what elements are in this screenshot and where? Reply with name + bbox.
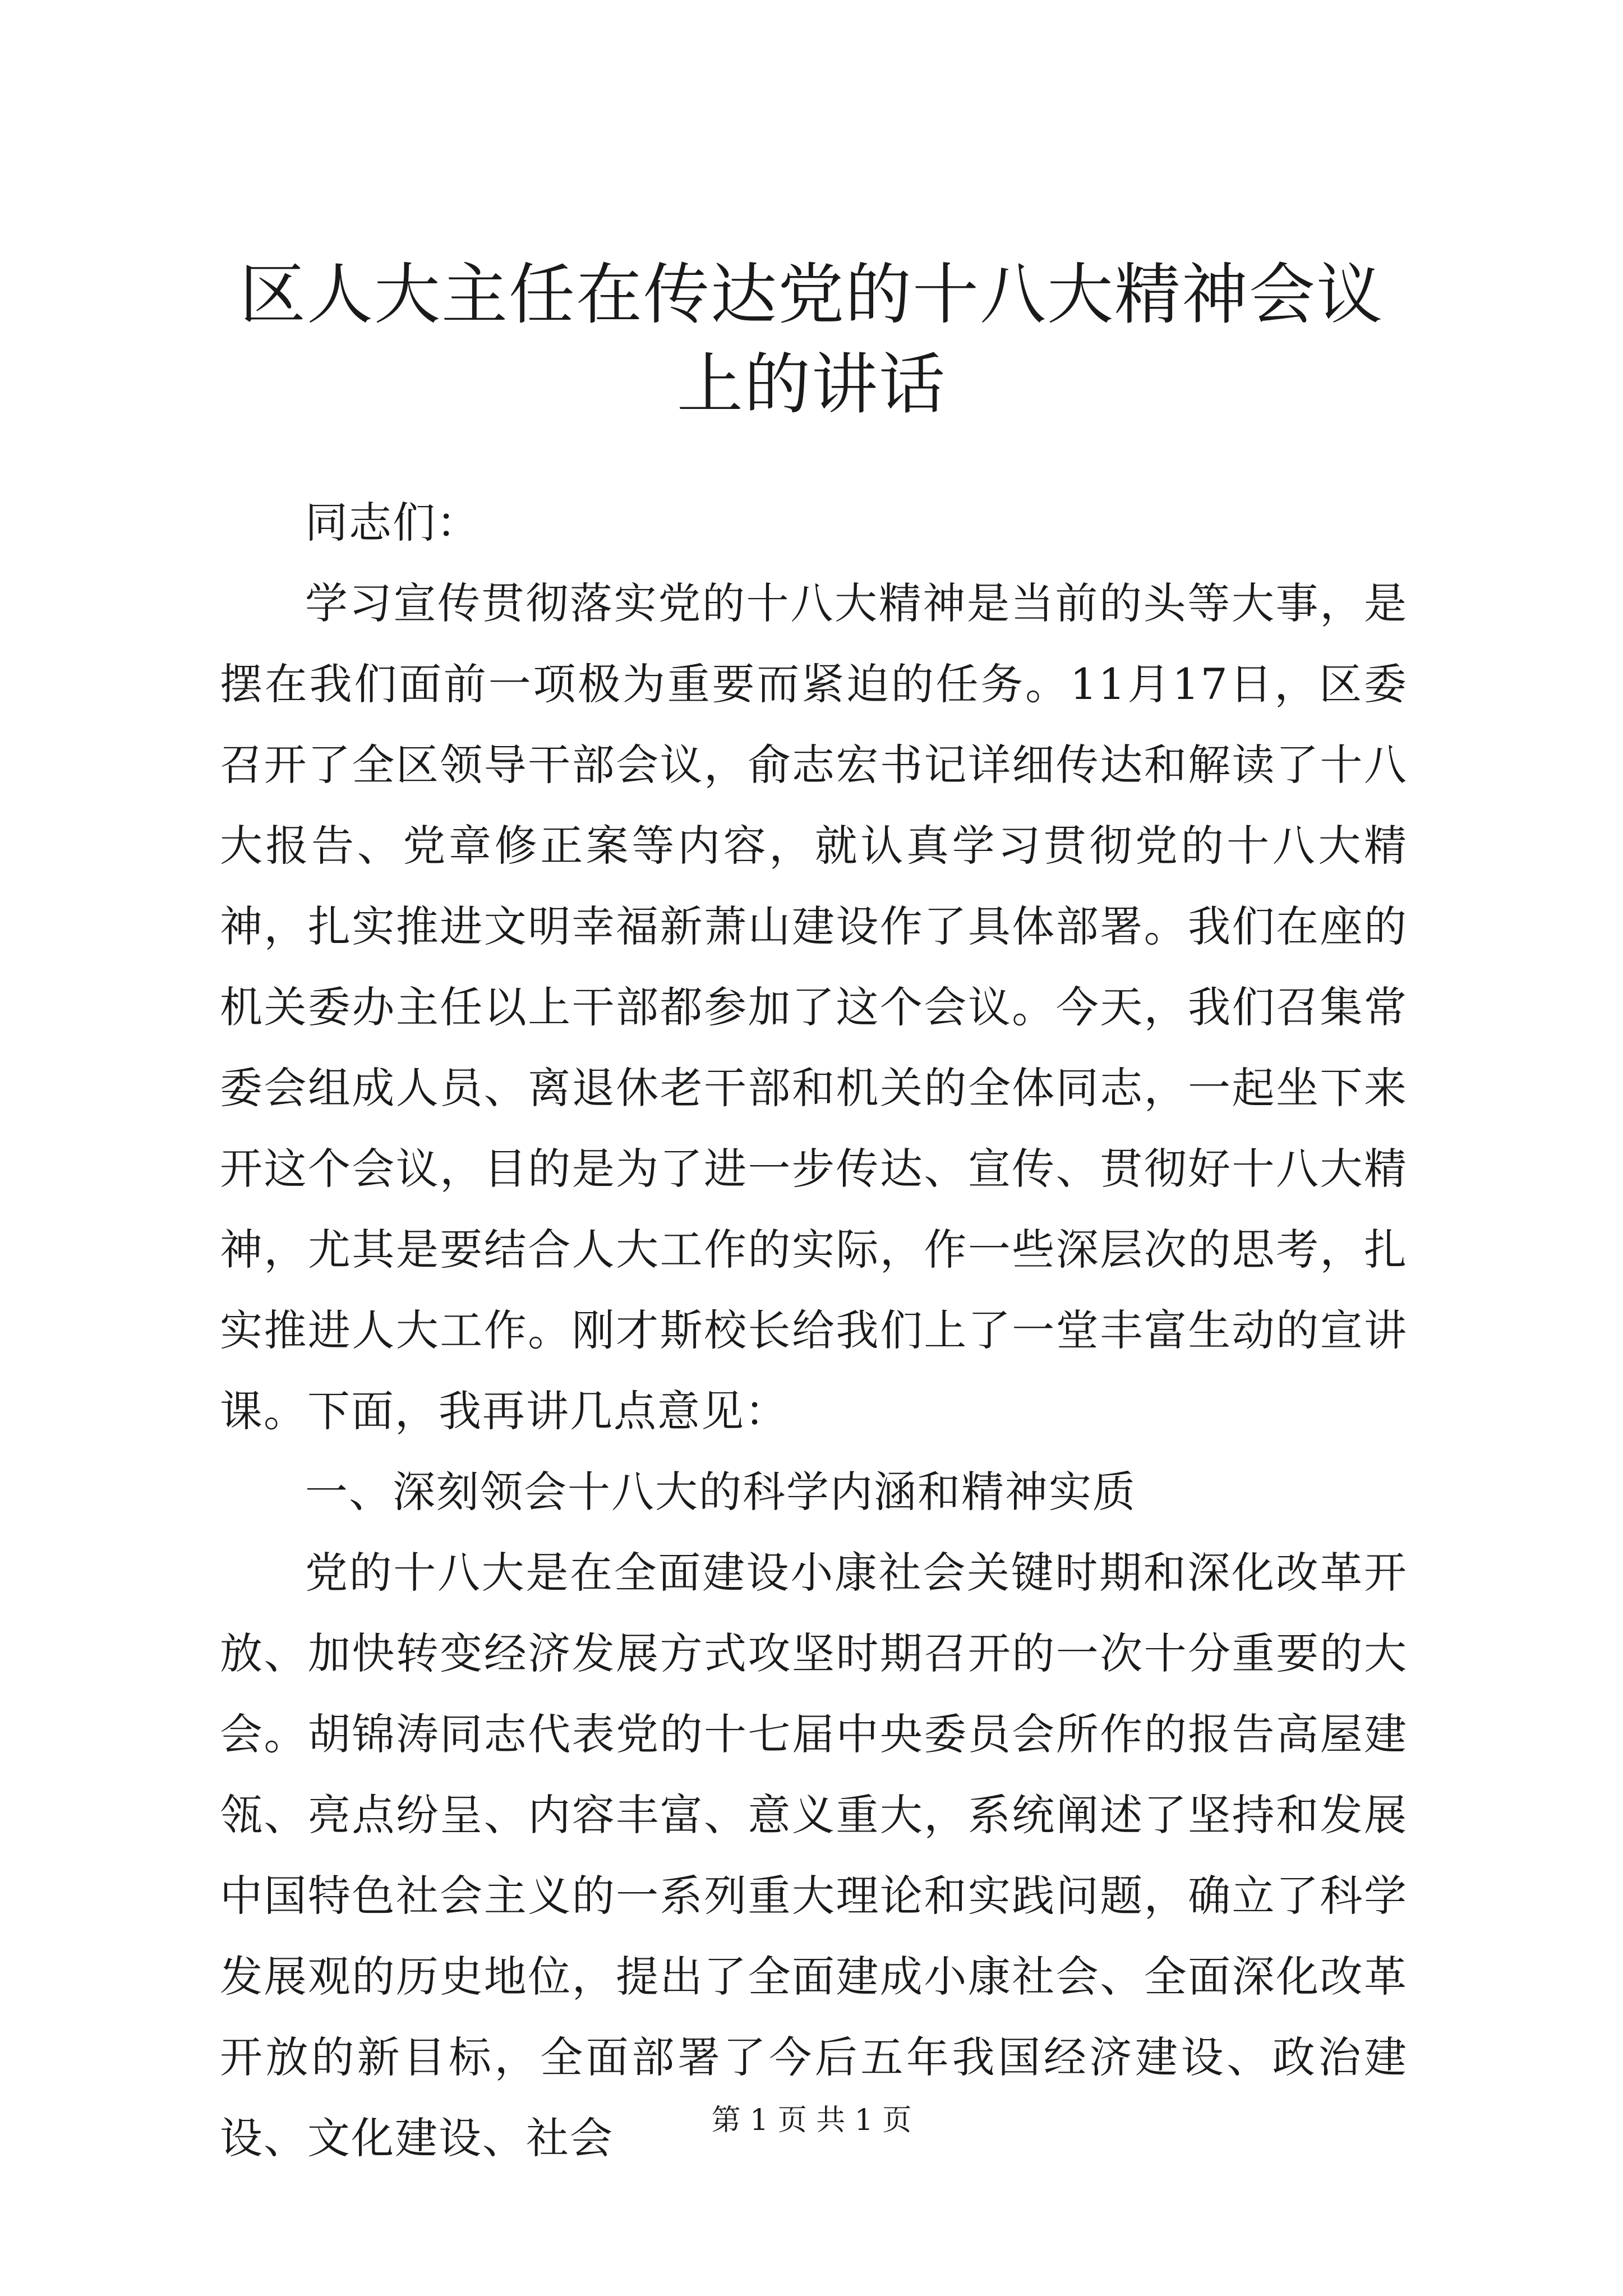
document-body bbox=[220, 482, 1408, 2179]
section-heading: 一、深刻领会十八大的科学内涵和精神实质 bbox=[305, 1467, 1136, 1517]
intro-paragraph: 学习宣传贯彻落实党的十八大精神是当前的头等大事，是摆在我们面前一项极为重要而紧迫的任务。11月17日，区委召开了全区领导干部会议，俞志宏书记详细传达和解读了十八大报告、党章修正案等内容，就认真学习贯彻党的十八大精神，扎实推进文明幸福新萧山建设作了具体部署。我们在座的机关委办主任以上干部都参加了这个会议。今天，我们召集常委会组成人员、离退休老干部和机关的全体同志，一起坐下来开这个会议，目的是为了进一步传达、宣传、贯彻好十八大精神，尤其是要结合人大工作的实际，作一些深层次的思考，扎实推进人大工作。刚才斯校长给我们上了一堂丰富生动的宣讲课。下面，我再讲几点意见： bbox=[220, 578, 1408, 1436]
document-title: 区人大主任在传达党的十八大精神会议上的讲话 bbox=[239, 256, 1384, 423]
page-footer: 第 1 页 共 1 页 bbox=[711, 2104, 912, 2137]
salutation-paragraph: 同志们： bbox=[305, 498, 480, 547]
body-paragraph: 党的十八大是在全面建设小康社会关键时期和深化改革开放、加快转变经济发展方式攻坚时期召开的一次十分重要的大会。胡锦涛同志代表党的十七届中央委员会所作的报告高屋建瓴、亮点纷呈、内容丰富、意义重大，系统阐述了坚持和发展中国特色社会主义的一系列重大理论和实践问题，确立了科学发展观的历史地位，提出了全面建成小康社会、全面深化改革开放的新目标，全面部署了今后五年我国经济建设、政治建设、文化建设、社会 bbox=[220, 1548, 1408, 2163]
